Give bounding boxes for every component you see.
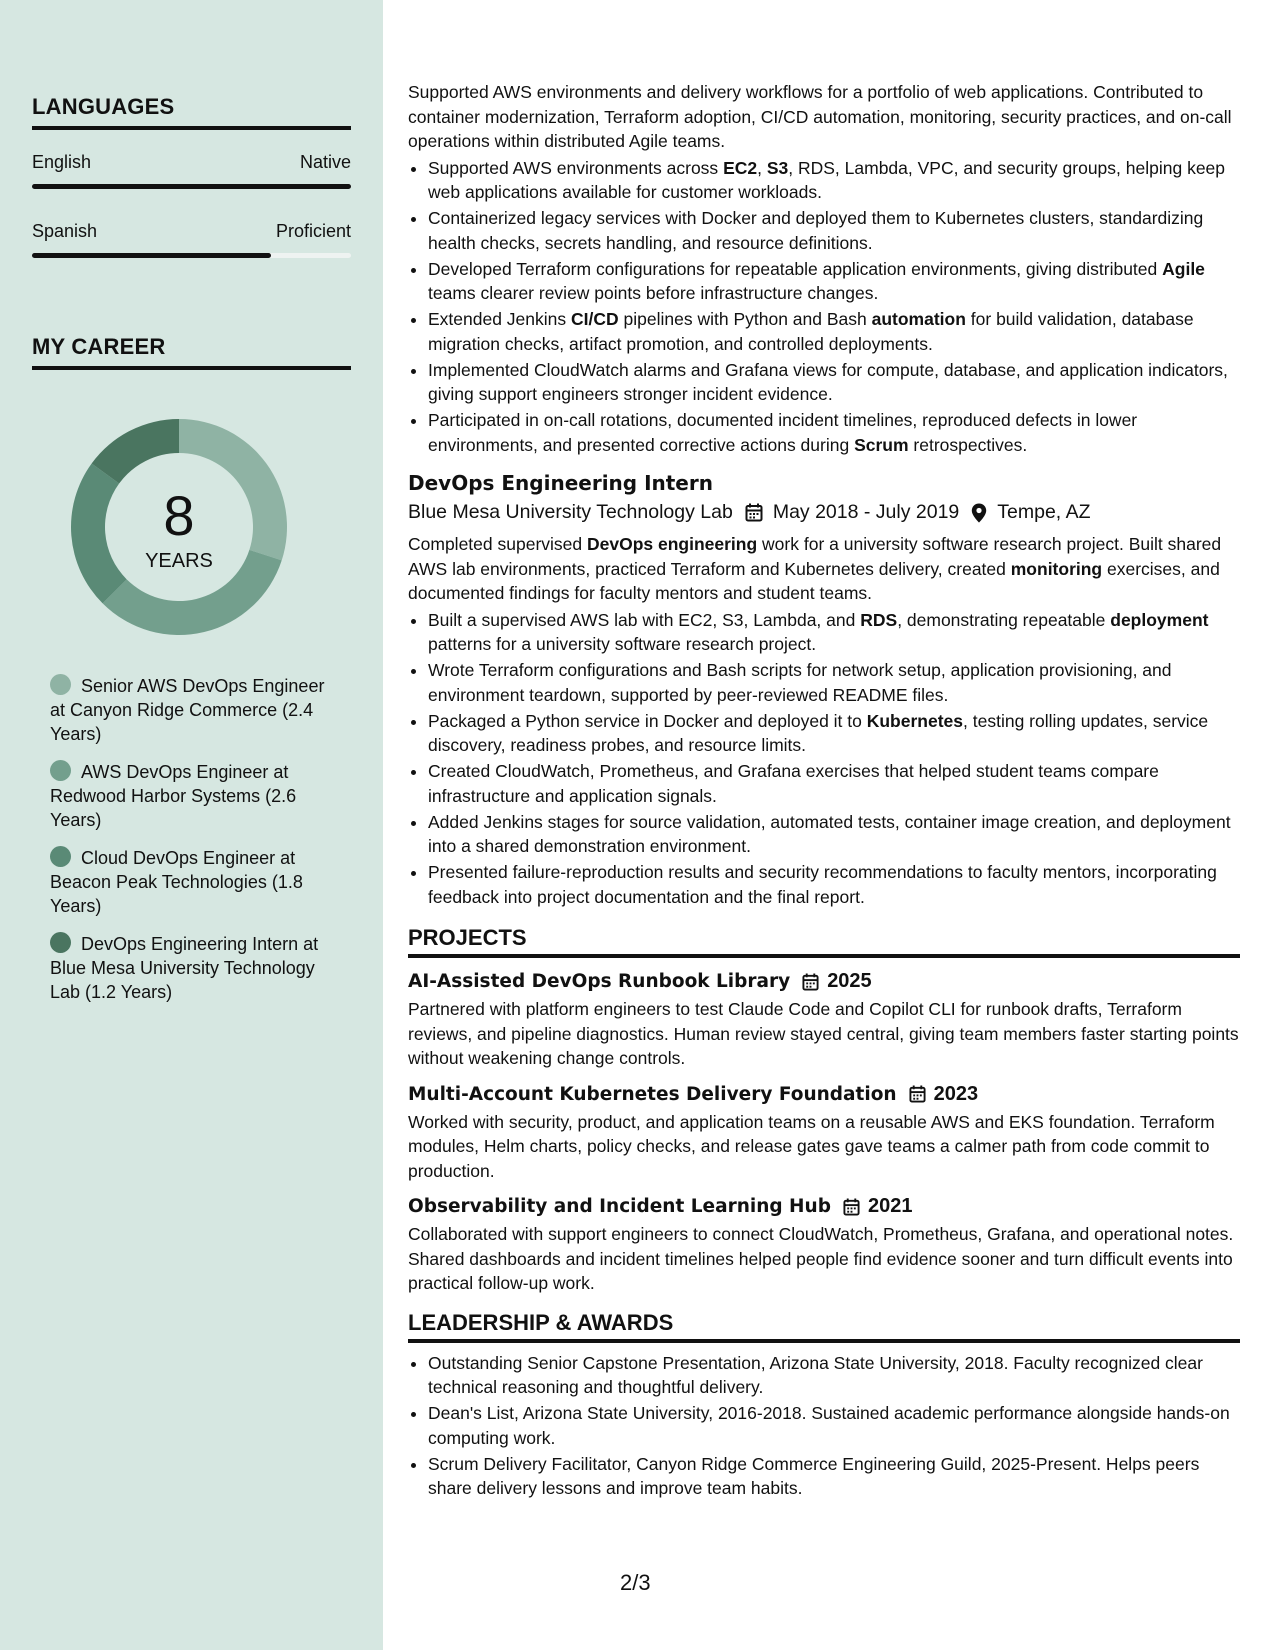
proficiency-bar-english	[32, 184, 351, 189]
proficiency-fill	[32, 253, 271, 258]
job-summary	[408, 532, 1240, 606]
text-run: for build validation, database migration checks, artifact promotion, and controlled deployments.	[428, 309, 1194, 354]
text-run: Participated in on-call rotations, documented incident timelines, reproduced defects in lower environments, and presented corrective actions during	[428, 410, 1138, 455]
career-legend-item	[50, 760, 340, 832]
emphasis: DevOps engineering	[586, 534, 758, 554]
text-run: Implemented CloudWatch alarms and Grafana views for compute, database, and application indicators, giving support engineers stronger incident evidence.	[428, 359, 1228, 404]
location-pin-icon	[971, 503, 987, 523]
text-run: Developed Terraform configurations for repeatable application environments, giving distributed	[428, 258, 1163, 279]
career-legend-item	[50, 932, 340, 1004]
text-run: , RDS, Lambda, VPC, and security groups, helping keep web applications available for customer workloads.	[428, 157, 1226, 202]
project-year: 2025	[827, 970, 872, 992]
project-description: Worked with security, product, and application teams on a reusable AWS and EKS foundation. Terraform modules, Helm charts, policy checks, and release gates gave teams a calmer path from code commit to production.	[408, 1111, 1215, 1181]
calendar-icon	[802, 973, 819, 991]
bullet-item	[428, 206, 1240, 255]
career-legend-item	[50, 674, 340, 746]
emphasis: automation	[871, 309, 966, 329]
bullet-item	[428, 307, 1240, 356]
text-run: Supported AWS environments across	[428, 157, 724, 178]
proficiency-bar-spanish	[32, 253, 351, 258]
bullet-item	[428, 810, 1240, 859]
text-run: ,	[757, 157, 767, 178]
bullet-item	[428, 759, 1240, 808]
bullet-item: • Dean's List, Arizona State University, 2016-2018. Sustained academic performance alongside hands-on computing work.	[428, 1401, 1240, 1450]
total-years-value: 8	[163, 484, 195, 547]
role-summary: Supported AWS environments and delivery workflows for a portfolio of web applications. Contributed to container modernization, Terraform adoption, CI/CD automation, monitoring, security practices, and on-call operations within distributed Agile teams.	[408, 82, 1232, 151]
project-title-row	[408, 1195, 1240, 1218]
role-bullets	[408, 156, 1240, 458]
total-years-unit: YEARS	[145, 550, 213, 572]
project-title: AI-Assisted DevOps Runbook Library	[408, 971, 791, 992]
bullet-item	[428, 709, 1240, 758]
project-title-row	[408, 1083, 1240, 1106]
legend-dot	[50, 674, 71, 695]
text-run: Built a supervised AWS lab with EC2, S3, Lambda, and	[428, 609, 861, 630]
language-spanish	[32, 221, 351, 242]
career-legend	[50, 674, 340, 1018]
text-run: pipelines with Python and Bash	[618, 309, 872, 329]
emphasis: CI/CD	[571, 309, 619, 329]
text-run: Containerized legacy services with Docker and deployed them to Kubernetes clusters, standardizing health checks, secrets handling, and resource definitions.	[428, 208, 1204, 253]
bullet-item	[428, 408, 1240, 457]
legend-text: DevOps Engineering Intern at Blue Mesa University Technology Lab (1.2 Years)	[50, 934, 319, 1002]
project-title: Multi-Account Kubernetes Delivery Foundation	[408, 1083, 897, 1105]
legend-text: AWS DevOps Engineer at Redwood Harbor Systems (2.6 Years)	[50, 762, 297, 830]
career-heading: MY CAREER	[32, 334, 351, 370]
project-year: 2021	[867, 1195, 913, 1217]
emphasis: RDS	[860, 609, 898, 630]
job-bullets	[408, 608, 1240, 910]
language-level: Native	[299, 152, 351, 172]
donut-center	[64, 412, 294, 642]
text-run: exercises, and documented findings for faculty mentors and student teams.	[408, 558, 1220, 603]
emphasis: S3	[766, 157, 789, 178]
text-run: Presented failure-reproduction results and security recommendations to faculty mentors, incorporating feedback into project documentation and the final report.	[428, 862, 1217, 907]
legend-text: Senior AWS DevOps Engineer at Canyon Ridge Commerce (2.4 Years)	[50, 676, 325, 744]
bullet-item: • Scrum Delivery Facilitator, Canyon Ridge Commerce Engineering Guild, 2025-Present. Helps peers share delivery lessons and improve team habits.	[428, 1452, 1240, 1501]
proficiency-fill	[32, 184, 351, 189]
legend-dot	[50, 932, 71, 953]
project-description: Partnered with platform engineers to test Claude Code and Copilot CLI for runbook drafts, Terraform reviews, and pipeline diagnostics. Human review stayed central, giving team members faster starting points without weakening change controls.	[408, 999, 1239, 1068]
bullet-item	[428, 608, 1240, 657]
text-run: Completed supervised	[408, 534, 587, 554]
project-description: Collaborated with support engineers to connect CloudWatch, Prometheus, Grafana, and operational notes. Shared dashboards and incident timelines helped people find evidence sooner and turn difficult events into practical follow-up work.	[408, 1224, 1234, 1293]
text-run: Wrote Terraform configurations and Bash scripts for network setup, application provisioning, and environment teardown, supported by peer-reviewed README files.	[428, 660, 1172, 705]
text-run: , demonstrating repeatable	[897, 609, 1111, 630]
career-legend-item	[50, 846, 340, 918]
language-name: English	[32, 152, 92, 172]
project-year: 2023	[933, 1082, 979, 1105]
bullet-item	[428, 658, 1240, 707]
text-run: teams clearer review points before infrastructure changes.	[428, 283, 879, 303]
emphasis: Agile	[1162, 258, 1205, 279]
project-item	[408, 1083, 1240, 1184]
leadership-list	[408, 1351, 1240, 1501]
emphasis: Scrum	[854, 434, 909, 455]
text-run: retrospectives.	[908, 434, 1028, 455]
text-run: Extended Jenkins	[428, 309, 572, 329]
bullet-item	[428, 156, 1240, 205]
legend-dot	[50, 846, 71, 867]
bullet-item	[428, 860, 1240, 909]
emphasis: monitoring	[1010, 558, 1103, 579]
project-item	[408, 970, 1240, 1071]
project-title: Observability and Incident Learning Hub	[408, 1196, 831, 1217]
sidebar	[0, 0, 383, 1650]
calendar-icon	[843, 1198, 860, 1216]
job-title: DevOps Engineering Intern	[408, 471, 713, 495]
emphasis: Kubernetes	[866, 710, 964, 731]
project-title-row	[408, 970, 1240, 993]
calendar-icon	[909, 1085, 926, 1103]
legend-text: Cloud DevOps Engineer at Beacon Peak Technologies (1.8 Years)	[50, 848, 303, 916]
text-run: Created CloudWatch, Prometheus, and Grafana exercises that helped student teams compare infrastructure and application signals.	[428, 761, 1159, 806]
language-level: Proficient	[275, 221, 351, 241]
text-run: patterns for a university software research project.	[428, 634, 817, 654]
bullet-item	[428, 257, 1240, 306]
emphasis: EC2	[723, 157, 758, 178]
company: Blue Mesa University Technology Lab	[408, 501, 733, 523]
bullet-item: • Outstanding Senior Capstone Presentation, Arizona State University, 2018. Faculty recognized clear technical reasoning and thoughtful delivery.	[428, 1351, 1240, 1400]
projects-heading: PROJECTS	[408, 925, 1240, 958]
page-number: 2/3	[620, 1570, 651, 1595]
text-run: work for a university software research project. Built shared AWS lab environments, practiced Terraform and Kubernetes delivery, created	[408, 534, 1222, 579]
legend-dot	[50, 760, 71, 781]
text-run: , testing rolling updates, service discovery, readiness probes, and resource limits.	[428, 710, 1209, 755]
leadership-heading: LEADERSHIP & AWARDS	[408, 1310, 1240, 1343]
calendar-icon	[745, 503, 763, 522]
text-run: Added Jenkins stages for source validation, automated tests, container image creation, and deployment into a shared demonstration environment.	[428, 811, 1231, 856]
project-item	[408, 1195, 1240, 1296]
job-meta	[408, 501, 1240, 524]
bullet-item	[428, 358, 1240, 407]
text-run: Packaged a Python service in Docker and deployed it to	[428, 710, 867, 731]
job-dates: May 2018 - July 2019	[772, 501, 960, 523]
projects-list	[408, 970, 1240, 1296]
language-name: Spanish	[32, 221, 98, 241]
job-location: Tempe, AZ	[997, 501, 1091, 523]
languages-heading: LANGUAGES	[32, 94, 351, 130]
language-english	[32, 152, 351, 173]
emphasis: deployment	[1110, 609, 1209, 630]
main-content	[408, 80, 1240, 1502]
